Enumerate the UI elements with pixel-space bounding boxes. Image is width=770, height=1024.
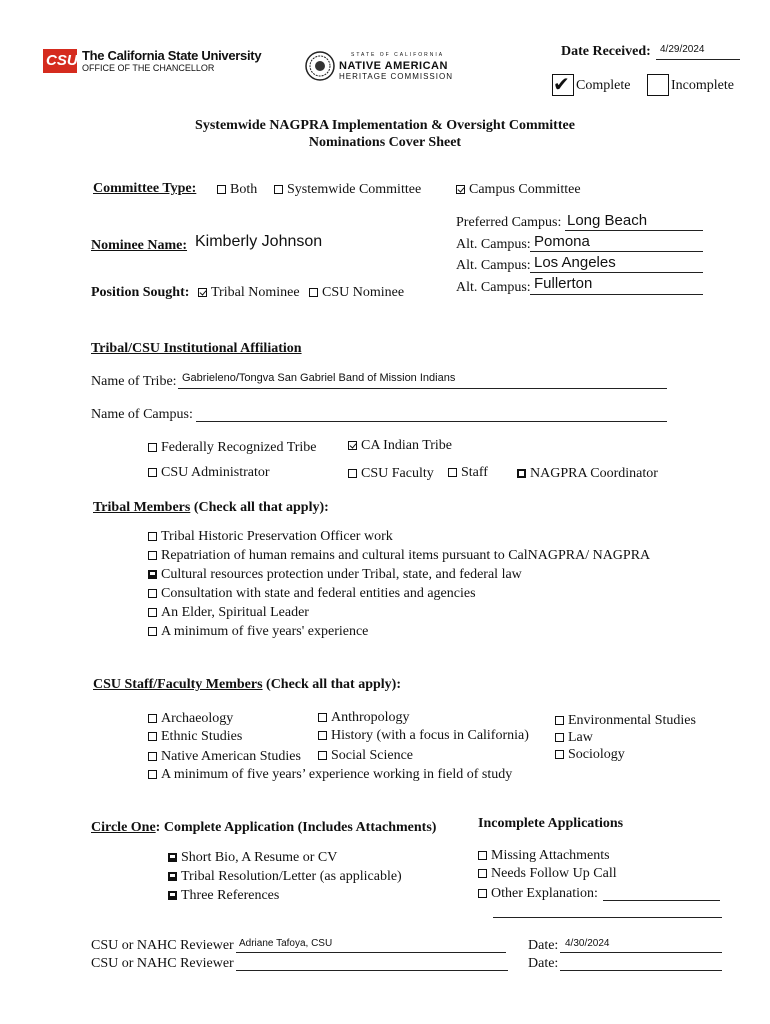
committee-campus-option[interactable] (456, 182, 581, 198)
page-subtitle: Nominations Cover Sheet (308, 135, 462, 150)
nagpra-coord-checkbox[interactable] (517, 469, 526, 478)
tribal-item-checkbox[interactable] (148, 570, 157, 579)
preferred-campus-label: Preferred Campus: (456, 215, 562, 230)
csu-logo (43, 49, 77, 73)
csu-nominee-checkbox[interactable] (309, 288, 318, 297)
check-icon: ✔ (553, 72, 570, 96)
list-item[interactable]: Consultation with state and federal entities and agencies (148, 586, 476, 602)
other-explanation-field-2[interactable] (493, 917, 722, 918)
page-title: Systemwide NAGPRA Implementation & Oversight Committee (195, 118, 575, 133)
tribal-nominee-label: Tribal Nominee (211, 285, 300, 300)
staff-item-checkbox[interactable] (555, 716, 564, 725)
incomplete-item-checkbox[interactable] (478, 851, 487, 860)
csu-name: The California State University (82, 48, 262, 63)
systemwide-label: Systemwide Committee (287, 182, 422, 197)
campus-name-label: Name of Campus: (91, 407, 193, 422)
alt-campus-1-field[interactable]: Pomona (534, 233, 590, 250)
incomplete-item-checkbox[interactable] (478, 869, 487, 878)
fed-tribe-option[interactable] (148, 440, 317, 456)
csu-office: OFFICE OF THE CHANCELLOR (82, 63, 215, 73)
reviewer-1-label: CSU or NAHC Reviewer (91, 938, 234, 953)
list-item[interactable]: Native American Studies (148, 749, 301, 765)
list-item[interactable]: Sociology (555, 747, 625, 763)
csu-faculty-option[interactable] (348, 466, 434, 482)
list-item[interactable]: A minimum of five years’ experience working in field of study (148, 767, 512, 783)
campus-checkbox[interactable] (456, 185, 465, 194)
incomplete-checkbox[interactable] (647, 74, 669, 96)
date-2-label: Date: (528, 956, 559, 971)
staff-checkbox[interactable] (448, 468, 457, 477)
tribe-name-label: Name of Tribe: (91, 374, 177, 389)
nahc-line2: HERITAGE COMMISSION (339, 72, 453, 81)
alt-campus-2-field[interactable]: Los Angeles (534, 254, 616, 271)
list-item[interactable]: History (with a focus in California) (318, 728, 529, 744)
date-2-field[interactable] (560, 970, 722, 971)
date-received-value[interactable]: 4/29/2024 (660, 44, 705, 55)
nominee-name-label: Nominee Name: (91, 238, 188, 253)
complete-label: Complete (576, 78, 631, 93)
list-item[interactable]: An Elder, Spiritual Leader (148, 605, 309, 621)
nahc-seal-icon (305, 51, 335, 86)
both-checkbox[interactable] (217, 185, 226, 194)
csu-faculty-label: CSU Faculty (361, 466, 434, 481)
committee-systemwide-option[interactable] (274, 182, 421, 198)
list-item[interactable]: Tribal Resolution/Letter (as applicable) (168, 869, 402, 885)
csu-logo-mark: CSU (46, 52, 78, 69)
date-received-label: Date Received: (561, 44, 651, 59)
systemwide-checkbox[interactable] (274, 185, 283, 194)
complete-item-checkbox[interactable] (168, 853, 177, 862)
date-1-label: Date: (528, 938, 559, 953)
complete-item-checkbox[interactable] (168, 891, 177, 900)
list-item[interactable]: Short Bio, A Resume or CV (168, 850, 337, 866)
other-explanation-field[interactable] (603, 900, 720, 901)
position-csu-option[interactable] (309, 285, 404, 301)
list-item[interactable]: Missing Attachments (478, 848, 610, 864)
list-item[interactable]: Ethnic Studies (148, 729, 242, 745)
csu-admin-option[interactable] (148, 465, 270, 481)
affiliation-heading: Tribal/CSU Institutional Affiliation (91, 341, 302, 356)
committee-type-label: Committee Type: (93, 181, 197, 196)
staff-item-checkbox[interactable] (318, 713, 327, 722)
ca-tribe-checkbox[interactable] (348, 441, 357, 450)
reviewer-1-field[interactable]: Adriane Tafoya, CSU (239, 938, 333, 949)
nahc-line1: NATIVE AMERICAN (339, 60, 448, 72)
staff-item-checkbox[interactable] (148, 732, 157, 741)
incomplete-apps-heading: Incomplete Applications (478, 816, 624, 831)
staff-item-checkbox[interactable] (318, 731, 327, 740)
list-item[interactable]: A minimum of five years' experience (148, 624, 368, 640)
nagpra-coord-option[interactable] (517, 466, 658, 482)
list-item[interactable]: Needs Follow Up Call (478, 866, 617, 882)
tribal-item-checkbox[interactable] (148, 608, 157, 617)
staff-item-checkbox[interactable] (555, 733, 564, 742)
fed-tribe-checkbox[interactable] (148, 443, 157, 452)
list-item[interactable]: Cultural resources protection under Tribal, state, and federal law (148, 567, 522, 583)
committee-both-option[interactable] (217, 182, 257, 198)
csu-nominee-label: CSU Nominee (322, 285, 405, 300)
csu-admin-checkbox[interactable] (148, 468, 157, 477)
tribal-nominee-checkbox[interactable] (198, 288, 207, 297)
position-sought-label: Position Sought: (91, 285, 190, 300)
tribal-members-heading: Tribal Members (Check all that apply): (93, 500, 329, 515)
nahc-top: STATE OF CALIFORNIA (351, 52, 445, 58)
list-item[interactable]: Social Science (318, 748, 413, 764)
incomplete-label: Incomplete (671, 78, 734, 93)
alt-campus-1-label: Alt. Campus: (456, 237, 531, 252)
list-item[interactable]: Law (555, 730, 593, 746)
ca-tribe-label: CA Indian Tribe (361, 438, 453, 453)
tribal-item-checkbox[interactable] (148, 589, 157, 598)
list-item[interactable]: Other Explanation: (478, 886, 598, 902)
preferred-campus-field[interactable]: Long Beach (567, 212, 648, 229)
complete-item-checkbox[interactable] (168, 872, 177, 881)
alt-campus-3-label: Alt. Campus: (456, 280, 531, 295)
nagpra-coord-label: NAGPRA Coordinator (530, 466, 658, 481)
staff-option[interactable] (448, 465, 488, 481)
tribal-item-checkbox[interactable] (148, 551, 157, 560)
position-tribal-option[interactable] (198, 285, 300, 301)
list-item[interactable]: Three References (168, 888, 279, 904)
fed-tribe-label: Federally Recognized Tribe (161, 440, 317, 455)
tribal-item-checkbox[interactable] (148, 532, 157, 541)
reviewer-2-field[interactable] (236, 970, 508, 971)
nominee-name-field[interactable]: Kimberly Johnson (195, 233, 323, 250)
campus-label: Campus Committee (469, 182, 581, 197)
staff-item-checkbox[interactable] (148, 770, 157, 779)
alt-campus-2-label: Alt. Campus: (456, 258, 531, 273)
list-item[interactable]: Archaeology (148, 711, 233, 727)
incomplete-item-checkbox[interactable] (478, 889, 487, 898)
staff-item-checkbox[interactable] (318, 751, 327, 760)
alt-campus-3-field[interactable]: Fullerton (534, 275, 593, 292)
list-item[interactable]: Anthropology (318, 710, 410, 726)
staff-label: Staff (461, 465, 488, 480)
date-1-field[interactable]: 4/30/2024 (565, 938, 610, 949)
list-item[interactable]: Environmental Studies (555, 713, 696, 729)
staff-members-heading: CSU Staff/Faculty Members (Check all that apply): (93, 677, 401, 692)
ca-tribe-option[interactable] (348, 438, 452, 454)
both-label: Both (230, 182, 258, 197)
csu-admin-label: CSU Administrator (161, 465, 270, 480)
reviewer-2-label: CSU or NAHC Reviewer (91, 956, 234, 971)
tribal-item-checkbox[interactable] (148, 627, 157, 636)
list-item[interactable]: Tribal Historic Preservation Officer work (148, 529, 393, 545)
tribe-name-field[interactable]: Gabrieleno/Tongva San Gabriel Band of Mission Indians (182, 372, 456, 384)
list-item[interactable]: Repatriation of human remains and cultural items pursuant to CalNAGPRA/ NAGPRA (148, 548, 650, 564)
csu-faculty-checkbox[interactable] (348, 469, 357, 478)
staff-item-checkbox[interactable] (148, 714, 157, 723)
circle-one-heading: Circle One: Complete Application (Includes Attachments) (91, 820, 437, 835)
staff-item-checkbox[interactable] (148, 752, 157, 761)
staff-item-checkbox[interactable] (555, 750, 564, 759)
